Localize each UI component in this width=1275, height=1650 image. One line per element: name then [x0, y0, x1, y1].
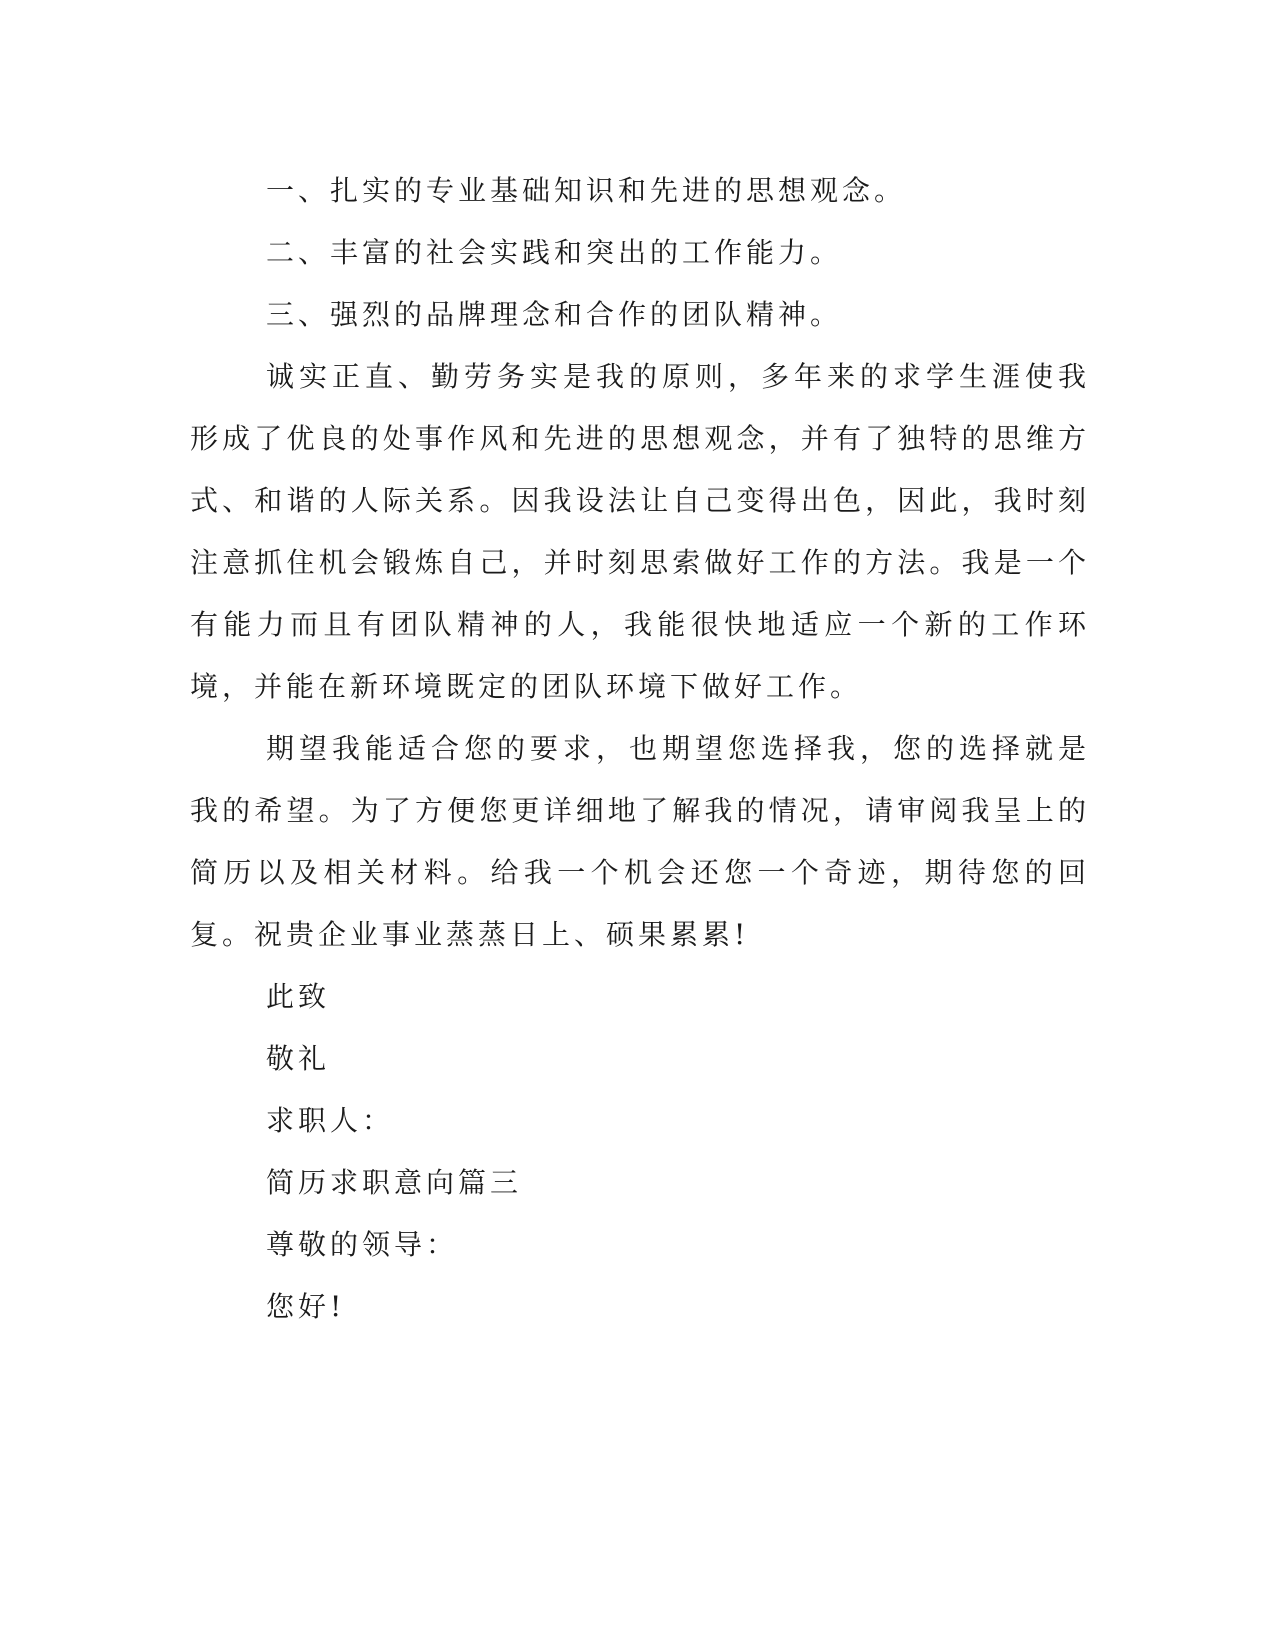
- greeting-recipient: 尊敬的领导：: [266, 1228, 459, 1261]
- greeting-hello: 您好!: [266, 1290, 346, 1323]
- closing-regards: 敬礼: [266, 1042, 331, 1075]
- applicant-label: 求职人：: [266, 1104, 395, 1137]
- point-1: 一、扎实的专业基础知识和先进的思想观念。: [266, 174, 907, 207]
- document-body: [190, 160, 1090, 1338]
- section-heading: 简历求职意向篇三: [266, 1166, 523, 1199]
- point-3: 三、强烈的品牌理念和合作的团队精神。: [266, 298, 843, 331]
- paragraph-hope: 期望我能适合您的要求，也期望您选择我，您的选择就是我的希望。为了方便您更详细地了解我的情况，请审阅我呈上的简历以及相关材料。给我一个机会还您一个奇迹，期待您的回复。祝贵企业事业蒸蒸日上、硕果累累!: [190, 732, 1090, 951]
- paragraph-principles: 诚实正直、勤劳务实是我的原则，多年来的求学生涯使我形成了优良的处事作风和先进的思想观念，并有了独特的思维方式、和谐的人际关系。因我设法让自己变得出色，因此，我时刻注意抓住机会锻炼自己，并时刻思索做好工作的方法。我是一个有能力而且有团队精神的人，我能很快地适应一个新的工作环境，并能在新环境既定的团队环境下做好工作。: [190, 360, 1090, 703]
- closing-salutation: 此致: [266, 980, 331, 1013]
- point-2: 二、丰富的社会实践和突出的工作能力。: [266, 236, 843, 269]
